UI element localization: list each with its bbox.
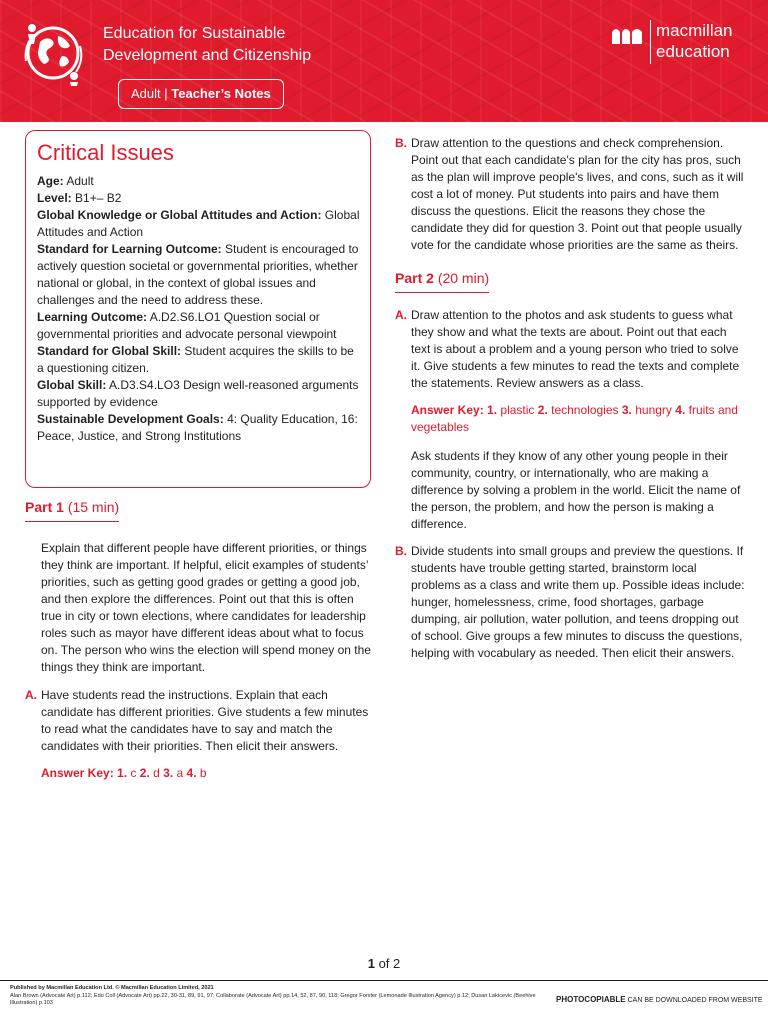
publisher-line: Published by Macmillan Education Ltd. © Macmillan Education Limited, 2021 bbox=[10, 985, 214, 991]
info-level bbox=[37, 190, 360, 207]
brand-line1: macmillan bbox=[656, 21, 733, 40]
answer-number: 3. bbox=[621, 403, 632, 417]
series-title-line2: Development and Citizenship bbox=[103, 47, 312, 64]
part2-answer-key bbox=[395, 402, 747, 436]
part1-step-b bbox=[395, 135, 747, 254]
info-level-label: Level: bbox=[37, 191, 72, 205]
answer-value: b bbox=[199, 766, 207, 780]
info-global-knowledge bbox=[37, 207, 360, 241]
answer-number: 1. bbox=[117, 766, 128, 780]
answer-number: 3. bbox=[163, 766, 174, 780]
info-sgs-label: Standard for Global Skill: bbox=[37, 344, 182, 358]
info-slo-label: Standard for Learning Outcome: bbox=[37, 242, 222, 256]
info-age-value: Adult bbox=[66, 174, 94, 188]
info-gk-value: Global Attitudes and Action bbox=[37, 208, 360, 239]
brand-line2: education bbox=[656, 42, 730, 61]
footer-divider bbox=[0, 980, 768, 981]
answer-number: 4. bbox=[675, 403, 686, 417]
part1-step-a-text: Have students read the instructions. Explain that each candidate has different priorities. Give students a few minutes to read what the candidates have to say and match the candidates with their priorities. Then elicit their answers. bbox=[41, 688, 369, 753]
answer-number: 1. bbox=[487, 403, 498, 417]
answer-key-label: Answer Key: bbox=[41, 766, 114, 780]
info-level-value: B1+– B2 bbox=[75, 191, 122, 205]
info-sdg-value: 4: Quality Education, 16: Peace, Justice, and Strong Institutions bbox=[37, 412, 358, 443]
part2-heading bbox=[395, 269, 489, 293]
part1-heading bbox=[25, 498, 119, 522]
download-note: CAN BE DOWNLOADED FROM WEBSITE bbox=[627, 997, 763, 1004]
part2-followup: Ask students if they know of any other young people in their community, country, or internationally, who are making a difference by solving a problem in the world. Elicit the name of the person, the problem, and how the person is making a difference. bbox=[411, 449, 741, 531]
audience-label: Adult bbox=[131, 86, 161, 101]
info-lo-label: Learning Outcome: bbox=[37, 310, 148, 324]
info-learning-outcome bbox=[37, 309, 360, 343]
answer-number: 2. bbox=[139, 766, 150, 780]
left-column bbox=[25, 498, 371, 782]
part1-intro: Explain that different people have different priorities, or things they think are important. If helpful, elicit examples of students’ priorities, such as getting good grades or getting a good job, and then explore the differences. Point out that this is often true in city or town elections, where candidates for leadership roles such as mayor have different ideas about what to focus on. The person who wins the election will spend money on the things they think are important. bbox=[41, 541, 371, 674]
answer-value: plastic bbox=[500, 403, 535, 417]
info-slo-value: Student is encouraged to actively question societal or governmental priorities, whether national or global, in the context of global issues and challenges and the need to address these. bbox=[37, 242, 359, 307]
info-gk-label: Global Knowledge or Global Attitudes and Action: bbox=[37, 208, 322, 222]
info-standard-global-skill bbox=[37, 343, 360, 377]
answer-number: 4. bbox=[186, 766, 197, 780]
page-number bbox=[0, 956, 768, 972]
lesson-title: Critical Issues bbox=[37, 140, 174, 165]
answer-value: fruits and vegetables bbox=[411, 403, 738, 434]
part2-step-b bbox=[395, 543, 747, 662]
right-column bbox=[395, 135, 747, 662]
audience-separator: | bbox=[164, 86, 172, 101]
info-sdg bbox=[37, 411, 360, 445]
footer-credits bbox=[10, 985, 545, 1008]
answer-value: d bbox=[153, 766, 160, 780]
info-gs-value: A.D3.S4.LO3 Design well-reasoned arguments supported by evidence bbox=[37, 378, 359, 409]
answer-value: c bbox=[130, 766, 137, 780]
info-age bbox=[37, 173, 360, 190]
series-title-line1: Education for Sustainable bbox=[103, 25, 286, 42]
illustration-credits: Alan Brown (Advocate Art) p.112; Edu Coll (Advocate Art) pp.22, 30-31, 89, 91, 97; Collaborate (Advocate Art) pp.14, 52, 87, 90, 118; Gregor Forster (Lemonade Illustration Agency) p.12; Dusan Lakicevic (Beehive Illustration) p.103 bbox=[10, 992, 536, 1006]
page-total: of 2 bbox=[378, 956, 401, 971]
part2-step-a bbox=[395, 307, 747, 392]
answer-value: a bbox=[176, 766, 184, 780]
part1-step-a-letter: A. bbox=[25, 688, 37, 702]
info-global-skill bbox=[37, 377, 360, 411]
part2-step-a-text: Draw attention to the photos and ask students to guess what they show and what the texts are about. Point out that each text is about a problem and a young person who tried to solve it. Give students a few minutes to read the texts and complete the statements. Review answers as a class. bbox=[411, 308, 740, 390]
part1-label: Part 1 bbox=[25, 499, 64, 515]
macmillan-mark-icon bbox=[612, 26, 642, 44]
part2-time: (20 min) bbox=[437, 270, 490, 286]
part1-step-b-text: Draw attention to the questions and check comprehension. Point out that each candidate's plan for the city has pros, such as the plan will improve people's lives, and cons, such as it will cost a lot of money. Put students into pairs and have them discuss the questions. Elicit the reasons they chose the candidate they did for question 3. Point out that people usually vote for the candidate whose priorities are the same as theirs. bbox=[411, 136, 744, 252]
answer-key-label: Answer Key: bbox=[411, 403, 484, 417]
answer-value: hungry bbox=[635, 403, 672, 417]
info-sdg-label: Sustainable Development Goals: bbox=[37, 412, 224, 426]
answer-value: technologies bbox=[551, 403, 619, 417]
answer-number: 2. bbox=[537, 403, 548, 417]
part1-step-b-letter: B. bbox=[395, 136, 407, 150]
info-sgs-value: Student acquires the skills to be a questioning citizen. bbox=[37, 344, 354, 375]
photocopiable-notice bbox=[556, 995, 763, 1005]
doc-type-label: Teacher’s Notes bbox=[171, 86, 271, 101]
info-gs-label: Global Skill: bbox=[37, 378, 107, 392]
info-age-label: Age: bbox=[37, 174, 64, 188]
series-title bbox=[103, 23, 311, 67]
part2-step-a-letter: A. bbox=[395, 308, 407, 322]
part2-label: Part 2 bbox=[395, 270, 434, 286]
info-standard-learning-outcome bbox=[37, 241, 360, 309]
logo-divider bbox=[650, 20, 651, 64]
part1-step-a bbox=[25, 687, 371, 755]
header-banner bbox=[0, 0, 768, 122]
audience-badge bbox=[118, 79, 284, 109]
info-lo-value: A.D2.S6.LO1 Question social or governmental priorities and advocate personal viewpoint bbox=[37, 310, 337, 341]
page-current: 1 bbox=[367, 956, 375, 971]
lesson-info-box bbox=[25, 130, 371, 488]
part1-answer-key bbox=[25, 765, 371, 782]
globe-people-icon bbox=[18, 16, 88, 86]
photocopiable-label: PHOTOCOPIABLE bbox=[556, 995, 626, 1004]
brand-name bbox=[656, 20, 733, 62]
part2-step-b-letter: B. bbox=[395, 544, 407, 558]
part2-step-b-text: Divide students into small groups and preview the questions. If students have trouble getting started, brainstorm local problems as a class and write them up. Possible ideas include: hunger, homelessness, crime, food shortages, garbage dumping, air pollution, water pollution, and teens dropping out of school. Give groups a few minutes to discuss the questions, helping with vocabulary as needed. Then elicit their answers. bbox=[411, 544, 745, 660]
part1-time: (15 min) bbox=[67, 499, 120, 515]
